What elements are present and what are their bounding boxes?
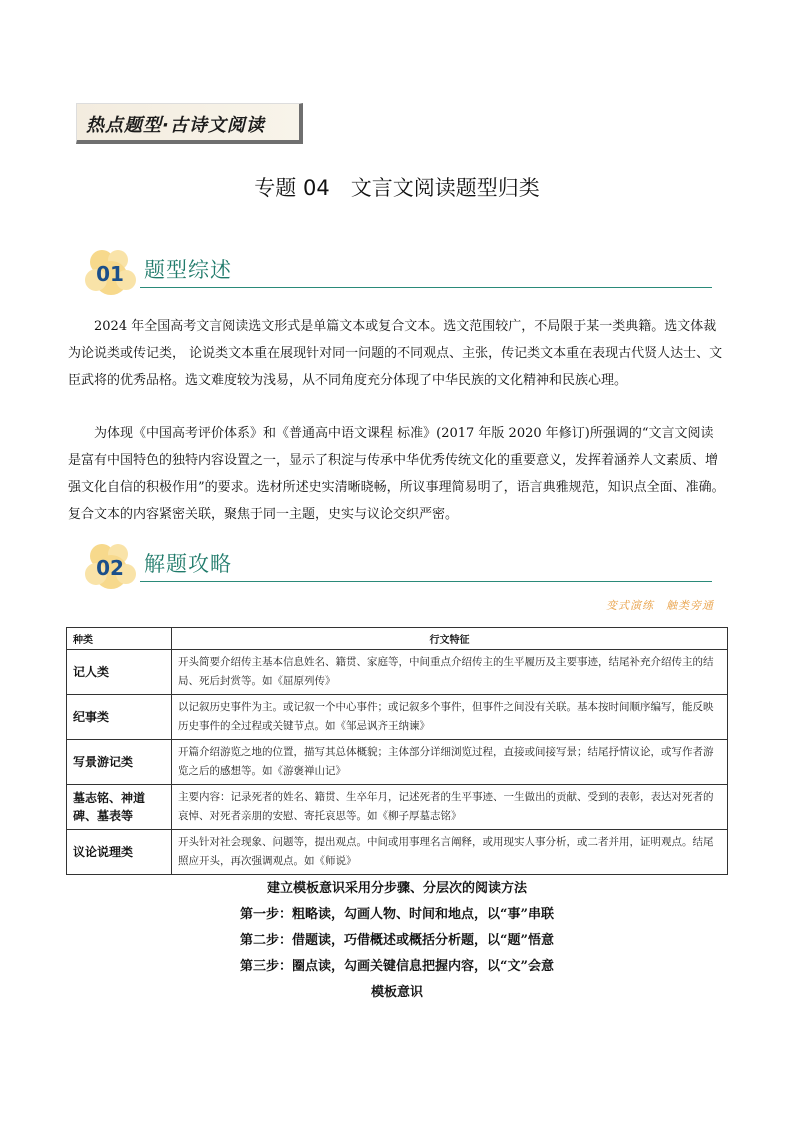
section-title: 题型综述 [144,258,232,282]
genre-feature-table [66,627,728,875]
table-header-row [67,628,728,650]
section-header-overview [80,244,712,296]
steps-footer: 模板意识 [370,985,423,1000]
table-row [67,740,728,785]
row-category: 纪事类 [67,695,172,740]
section-divider [140,287,712,288]
section-title: 解题攻略 [144,552,232,576]
table-row [67,830,728,875]
row-category: 写景游记类 [67,740,172,785]
banner-text: 热点题型·古诗文阅读 [86,115,265,136]
row-feature: 以记叙历史事件为主。或记叙一个中心事件；或记叙多个事件，但事件之间没有关联。基本按时间顺序编写，能反映历史事件的全过程或关键节点。如《邹忌讽齐王纳谏》 [172,695,728,740]
step-item: 第三步：圈点读，勾画关键信息把握内容，以“文”会意 [240,959,554,974]
section-tagline: 变式演练 触类旁通 [606,599,714,612]
row-category: 议论说理类 [67,830,172,875]
overview-paragraph-1: 2024 年全国高考文言阅读选文形式是单篇文本或复合文本。选文范围较广，不局限于某一类典籍。选文体裁为论说类或传记类， 论说类文本重在展现针对同一问题的不同观点、主张，传记类文本重在表现古代贤人达士、文臣武将的优秀品格。选文难度较为浅易，从不同角度充分体现了中华民族的文化精神和民族心理。 [68,319,723,388]
row-feature: 开头简要介绍传主基本信息姓名、籍贯、家庭等，中间重点介绍传主的生平履历及主要事迹，结尾补充介绍传主的结局、死后封赏等。如《屈原列传》 [172,650,728,695]
table-row [67,785,728,830]
section-divider [140,581,712,582]
reading-steps [0,876,794,1006]
row-feature: 开篇介绍游览之地的位置，描写其总体概貌；主体部分详细浏览过程，直接或间接写景；结尾抒情议论，或写作者游览之后的感想等。如《游褒禅山记》 [172,740,728,785]
topic-banner [76,103,302,143]
section-number: 02 [96,556,124,580]
table-row [67,695,728,740]
row-feature: 主要内容：记录死者的姓名、籍贯、生卒年月，记述死者的生平事迹、一生做出的贡献、受到的表彰，表达对死者的哀悼、对死者亲朋的安慰、寄托哀思等。如《柳子厚墓志铭》 [172,785,728,830]
section-header-strategy [80,538,712,590]
row-category: 墓志铭、神道碑、墓表等 [67,785,172,830]
row-feature: 开头针对社会现象、问题等，提出观点。中间或用事理名言阐释，或用现实人事分析，或二者并用，证明观点。结尾照应开头，再次强调观点。如《师说》 [172,830,728,875]
step-item: 第二步：借题读，巧借概述或概括分析题，以“题”悟意 [240,933,554,948]
header-feature: 行文特征 [172,628,728,650]
table-row [67,650,728,695]
step-item: 第一步：粗略读，勾画人物、时间和地点，以“事”串联 [240,907,554,922]
section-number: 01 [96,262,124,286]
overview-paragraph-2: 为体现《中国高考评价体系》和《普通高中语文课程 标准》(2017 年版 2020 年修订)所强调的“文言文阅读是富有中国特色的独特内容设置之一，显示了积淀与传承中华优秀传统文化的重要意义，发挥着涵养人文素质、增强文化自信的积极作用”的要求。选材所述史实清晰晓畅，所议事理简易明了，语言典雅规范，知识点全面、准确。复合文本的内容紧密关联，聚焦于同一主题，史实与议论交织严密。 [68,426,725,522]
header-category: 种类 [67,628,172,650]
steps-heading: 建立模板意识采用分步骤、分层次的阅读方法 [266,881,527,896]
row-category: 记人类 [67,650,172,695]
page-title: 专题 04 文言文阅读题型归类 [254,176,540,200]
